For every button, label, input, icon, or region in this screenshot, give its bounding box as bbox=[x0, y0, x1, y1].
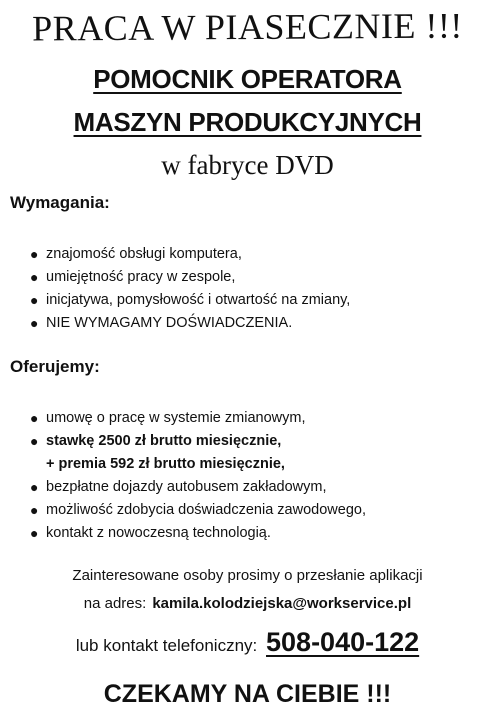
phone-line bbox=[0, 627, 495, 658]
requirements-list bbox=[30, 243, 350, 335]
list-item-text: stawkę 2500 zł brutto miesięcznie, bbox=[46, 433, 282, 449]
bullet-icon: ● bbox=[30, 315, 39, 331]
bullet-icon: ● bbox=[30, 292, 39, 308]
address-label: na adres: bbox=[83, 595, 147, 612]
list-item-text: umiejętność pracy w zespole, bbox=[46, 269, 236, 285]
bullet-icon: ● bbox=[30, 433, 39, 449]
phone-label: lub kontakt telefoniczny: bbox=[75, 636, 258, 655]
list-item bbox=[30, 476, 366, 499]
bullet-icon: ● bbox=[30, 502, 39, 518]
bullet-icon: ● bbox=[30, 269, 39, 285]
contact-address-line bbox=[0, 595, 495, 612]
subtitle: w fabryce DVD bbox=[161, 150, 334, 180]
email-link[interactable]: kamila.kolodziejska@workservice.pl bbox=[152, 595, 412, 612]
list-item bbox=[30, 266, 350, 289]
job-title-line-1-text: POMOCNIK OPERATORA bbox=[93, 64, 402, 94]
bullet-icon: ● bbox=[30, 525, 39, 541]
list-item-text: znajomość obsługi komputera, bbox=[46, 246, 242, 262]
list-item bbox=[30, 430, 366, 453]
list-item-text: umowę o pracę w systemie zmianowym, bbox=[46, 410, 306, 426]
bullet-icon: ● bbox=[30, 246, 39, 262]
job-title-line-2 bbox=[0, 107, 495, 138]
list-item-text: kontakt z nowoczesną technologią. bbox=[46, 525, 271, 541]
offer-heading: Oferujemy: bbox=[10, 357, 100, 376]
job-title-line-2-text: MASZYN PRODUKCYJNYCH bbox=[73, 107, 422, 137]
requirements-heading: Wymagania: bbox=[10, 193, 110, 212]
contact-intro: Zainteresowane osoby prosimy o przesłanie aplikacji bbox=[72, 567, 423, 584]
list-item-text: możliwość zdobycia doświadczenia zawodowego, bbox=[46, 502, 366, 518]
bullet-icon: ● bbox=[30, 410, 39, 426]
list-item bbox=[30, 522, 366, 545]
list-item-text: bezpłatne dojazdy autobusem zakładowym, bbox=[46, 479, 327, 495]
offer-list bbox=[30, 407, 366, 545]
list-item bbox=[30, 499, 366, 522]
closing-slogan: CZEKAMY NA CIEBIE !!! bbox=[103, 680, 392, 708]
headline: PRACA W PIASECZNIE !!! bbox=[32, 5, 463, 49]
list-item bbox=[30, 289, 350, 312]
bullet-icon: ● bbox=[30, 479, 39, 495]
phone-number[interactable]: 508-040-122 bbox=[266, 627, 420, 657]
list-item-text: + premia 592 zł brutto miesięcznie, bbox=[46, 456, 285, 472]
list-item bbox=[30, 243, 350, 266]
list-item-text: inicjatywa, pomysłowość i otwartość na zmiany, bbox=[46, 292, 351, 308]
job-title-line-1 bbox=[0, 64, 495, 95]
list-item-text: NIE WYMAGAMY DOŚWIADCZENIA. bbox=[46, 315, 293, 331]
list-item bbox=[30, 312, 350, 335]
list-item bbox=[30, 407, 366, 430]
list-item-continuation bbox=[30, 453, 366, 476]
